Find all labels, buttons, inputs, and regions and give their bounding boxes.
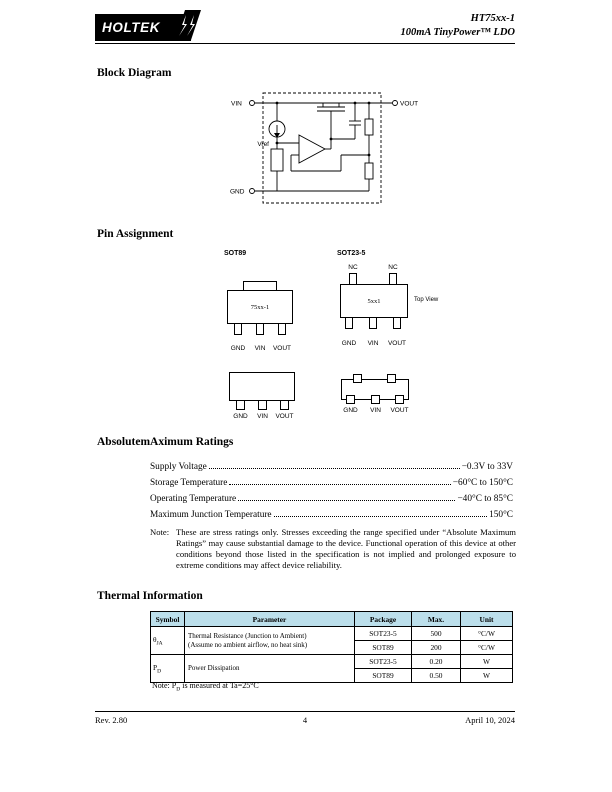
cell-param-thermal-resistance: [185, 627, 355, 655]
cell-symbol-theta-ja: [151, 627, 185, 655]
sot23-pin-label-gnd: GND: [341, 340, 357, 347]
sot23-bottom-pin-5: [353, 374, 362, 383]
rating-value: −40°C to 85°C: [457, 494, 513, 504]
ratings-list: [150, 456, 513, 520]
cell-max: 200: [412, 641, 461, 655]
rating-label: Supply Voltage: [150, 462, 207, 472]
rating-value: 150°C: [489, 510, 513, 520]
doc-title-description: 100mA TinyPower™ LDO: [400, 26, 515, 38]
sot89-bottom-label-vin: VIN: [257, 413, 268, 420]
cell-package: SOT23-5: [355, 655, 412, 669]
sot23-pin-label-vin: VIN: [367, 340, 379, 347]
gnd-label: GND: [230, 188, 245, 196]
sot23-bottom-pin-2: [371, 395, 380, 404]
sot89-pin-label-gnd: GND: [230, 345, 246, 352]
note-text: These are stress ratings only. Stresses exceeding the range specified under “Absolute Maximum Ratings” may cause substantial damage to the device. Functional operation of this device at other conditions beyond those listed in the specification is not implied and prolonged exposure to extreme conditions may affect device reliability.: [176, 527, 516, 570]
vref-label: Vref: [257, 141, 269, 148]
cell-unit: °C/W: [461, 627, 513, 641]
note-label: Note:: [150, 527, 170, 537]
theta-symbol: θ: [153, 634, 157, 644]
sot89-bottom-label-gnd: GND: [233, 413, 248, 420]
footer-revision: Rev. 2.80: [95, 715, 128, 725]
page-footer: [95, 715, 515, 725]
sot89-package-name: SOT89: [224, 250, 247, 257]
doc-title-part-number: HT75xx-1: [470, 13, 515, 24]
param-line-1: Thermal Resistance (Junction to Ambient): [188, 632, 307, 640]
sot23-package-name: SOT23-5: [337, 250, 366, 257]
sot89-part-label: 75xx-1: [250, 303, 270, 311]
footer-page-number: 4: [302, 715, 308, 725]
block-diagram-schematic: [250, 93, 398, 203]
top-view-note: Top View: [414, 297, 439, 303]
pd-subscript: D: [157, 668, 162, 675]
sot89-bottom-view: [227, 372, 299, 422]
block-diagram-figure: [229, 83, 419, 218]
sot89-pin-2: [256, 323, 264, 335]
rating-value: −60°C to 150°C: [452, 478, 513, 488]
sot23-bottom-label-vin: VIN: [370, 407, 381, 414]
block-diagram-junctions: [274, 102, 370, 157]
cell-param-power-dissipation: [185, 655, 355, 683]
sot23-top-view: [336, 264, 439, 356]
sot89-body: [227, 290, 293, 324]
cell-symbol-pd: [151, 655, 185, 683]
sot89-pin-1: [234, 323, 242, 335]
holtek-logo-text: HOLTEK: [102, 20, 161, 35]
sot23-pin-label-nc-2: NC: [388, 264, 398, 271]
section-title-pin-assignment: Pin Assignment: [97, 228, 174, 240]
section-title-block-diagram: Block Diagram: [97, 67, 172, 79]
header-rule: [95, 43, 515, 44]
vin-label: VIN: [231, 100, 242, 108]
col-header-parameter: Parameter: [185, 612, 355, 627]
param-line-1: Power Dissipation: [188, 664, 240, 673]
sot89-bottom-pin-1: [236, 400, 245, 410]
sot23-part-label: 5xx1: [367, 297, 381, 305]
dot-leader: [209, 468, 460, 469]
sot23-pin-label-nc-1: NC: [348, 264, 358, 271]
cell-max: 0.50: [412, 669, 461, 683]
sot89-bottom-body: [229, 372, 295, 401]
sot23-bottom-pin-4: [387, 374, 396, 383]
sot23-pin-label-vout: VOUT: [387, 340, 407, 347]
table-row: [151, 655, 513, 669]
rating-label: Operating Temperature: [150, 494, 237, 504]
sot89-bottom-label-vout: VOUT: [275, 413, 294, 420]
thermal-note-subscript: D: [176, 686, 181, 693]
col-header-unit: Unit: [461, 612, 513, 627]
footer-date: April 10, 2024: [465, 715, 515, 725]
dot-leader: [238, 500, 455, 501]
sot89-pin-3: [278, 323, 286, 335]
thermal-note: [152, 681, 259, 693]
cell-unit: W: [461, 669, 513, 683]
col-header-symbol: Symbol: [151, 612, 185, 627]
dot-leader: [274, 516, 488, 517]
cell-max: 0.20: [412, 655, 461, 669]
theta-subscript: JA: [156, 640, 163, 647]
rating-label: Storage Temperature: [150, 478, 228, 488]
vout-label: VOUT: [400, 100, 419, 108]
pd-symbol: P: [153, 662, 158, 672]
cell-package: SOT89: [355, 669, 412, 683]
thermal-table: [150, 611, 513, 683]
cell-package: SOT23-5: [355, 627, 412, 641]
rating-row-storage-temperature: [150, 472, 513, 488]
holtek-logo: [95, 14, 191, 41]
rating-row-supply-voltage: [150, 456, 513, 472]
footer-rule: [95, 711, 515, 712]
table-row: [151, 627, 513, 641]
absolute-maximum-note: [150, 527, 516, 571]
table-header-row: [151, 612, 513, 627]
sot89-pin-label-vin: VIN: [254, 345, 266, 352]
sot23-pin-3: [393, 317, 401, 329]
sot23-pin-1: [345, 317, 353, 329]
col-header-package: Package: [355, 612, 412, 627]
cell-unit: W: [461, 655, 513, 669]
rating-label: Maximum Junction Temperature: [150, 510, 272, 520]
thermal-note-prefix: Note: P: [152, 681, 177, 690]
sot23-bottom-label-vout: VOUT: [390, 407, 409, 414]
sot23-bottom-pin-3: [395, 395, 404, 404]
cell-unit: °C/W: [461, 641, 513, 655]
col-header-max: Max.: [412, 612, 461, 627]
sot89-pin-label-vout: VOUT: [272, 345, 292, 352]
sot89-top-view: [224, 281, 296, 356]
cell-package: SOT89: [355, 641, 412, 655]
sot89-bottom-pin-2: [258, 400, 267, 410]
section-title-absolute-maximum-ratings: AbsolutemAximum Ratings: [97, 436, 234, 448]
doc-title: [400, 12, 515, 39]
cell-max: 500: [412, 627, 461, 641]
section-title-thermal-information: Thermal Information: [97, 590, 203, 602]
sot23-pin-2: [369, 317, 377, 329]
thermal-note-suffix: is measured at Ta=25°C: [180, 681, 259, 690]
sot23-body: [340, 284, 408, 318]
dot-leader: [229, 484, 450, 485]
sot23-bottom-pin-1: [346, 395, 355, 404]
param-line-2: (Assume no ambient airflow, no heat sink): [188, 640, 308, 649]
sot23-bottom-view: [340, 374, 412, 418]
rating-value: −0.3V to 33V: [461, 462, 513, 472]
sot89-bottom-pin-3: [280, 400, 289, 410]
sot23-bottom-label-gnd: GND: [343, 407, 358, 414]
lightning-bolts-icon: [171, 8, 203, 42]
rating-row-max-junction-temperature: [150, 504, 513, 520]
rating-row-operating-temperature: [150, 488, 513, 504]
